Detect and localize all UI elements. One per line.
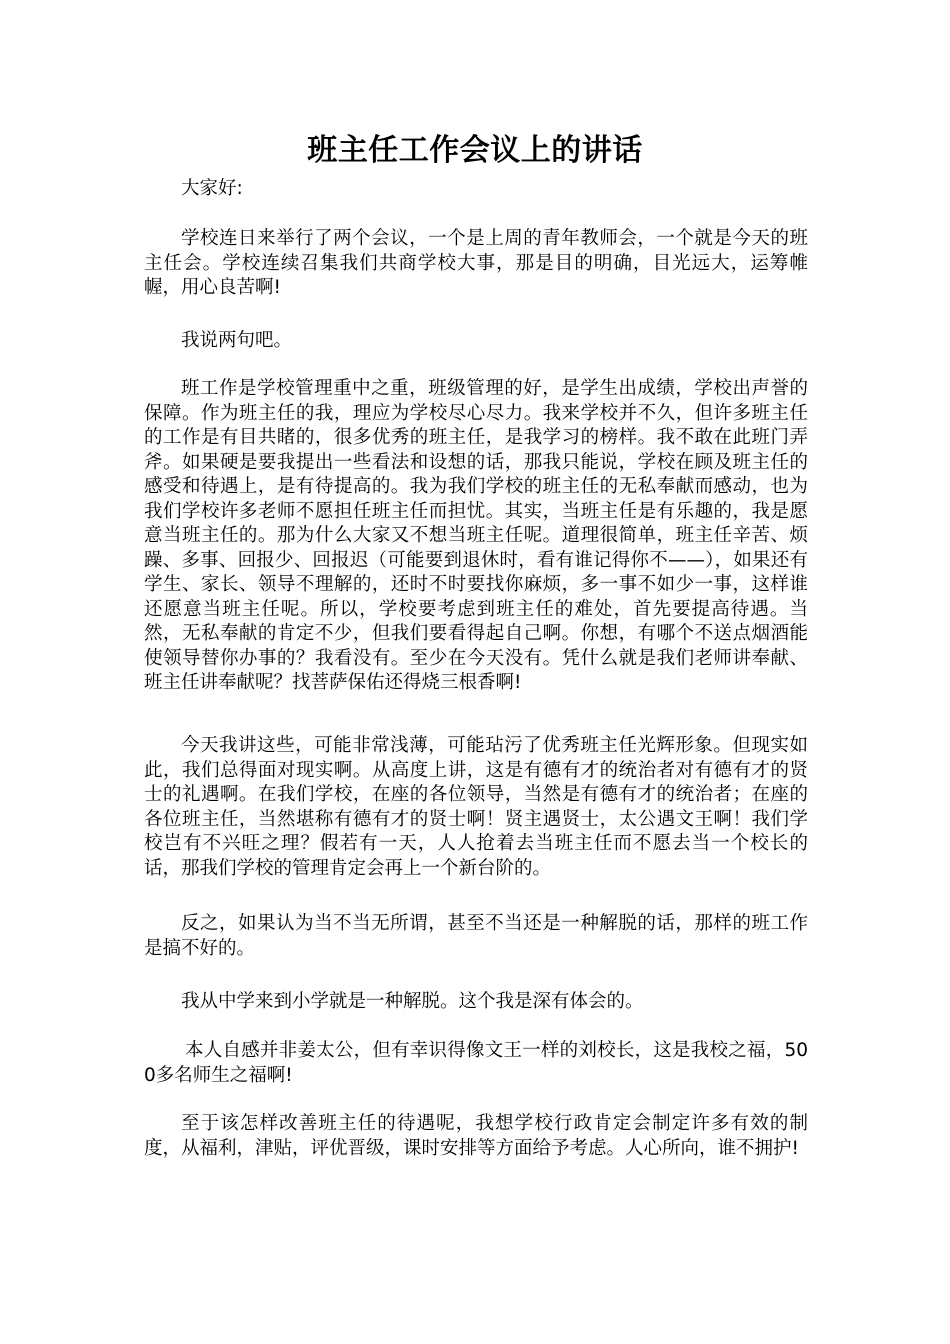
paragraph-7: 本人自感并非姜太公，但有幸识得像文王一样的刘校长，这是我校之福，500多名师生之福啊! [144,1040,808,1086]
greeting: 大家好: [181,178,243,199]
paragraph-4: 今天我讲这些，可能非常浅薄，可能玷污了优秀班主任光辉形象。但现实如此，我们总得面对现实啊。从高度上讲，这是有德有才的统治者对有德有才的贤士的礼遇啊。在我们学校，在座的各位领导，当然是有德有才的统治者；在座的各位班主任，当然堪称有德有才的贤士啊！贤主遇贤士，太公遇文王啊！我们学校岂有不兴旺之理？假若有一天，人人抢着去当班主任而不愿去当一个校长的话，那我们学校的管理肯定会再上一个新台阶的。 [144,735,808,879]
paragraph-2: 我说两句吧。 [181,330,293,351]
paragraph-3: 班工作是学校管理重中之重，班级管理的好，是学生出成绩，学校出声誉的保障。作为班主任的我，理应为学校尽心尽力。我来学校并不久，但许多班主任的工作是有目共睹的，很多优秀的班主任，是我学习的榜样。我不敢在此班门弄斧。如果硬是要我提出一些看法和设想的话，那我只能说，学校在顾及班主任的感受和待遇上，是有待提高的。我为我们学校的班主任的无私奉献而感动，也为我们学校许多老师不愿担任班主任而担忧。其实，当班主任是有乐趣的，我是愿意当班主任的。那为什么大家又不想当班主任呢。道理很简单，班主任辛苦、烦躁、多事、回报少、回报迟（可能要到退休时，看有谁记得你不——），如果还有学生、家长、领导不理解的，还时不时要找你麻烦，多一事不如少一事，这样谁还愿意当班主任呢。所以，学校要考虑到班主任的难处，首先要提高待遇。当然，无私奉献的肯定不少，但我们要看得起自己啊。你想，有哪个不送点烟酒能使领导替你办事的？我看没有。至少在今天没有。凭什么就是我们老师讲奉献、班主任讲奉献呢？找菩萨保佑还得烧三根香啊! [144,378,808,693]
paragraph-6: 我从中学来到小学就是一种解脱。这个我是深有体会的。 [181,991,644,1012]
paragraph-1: 学校连日来举行了两个会议，一个是上周的青年教师会，一个就是今天的班主任会。学校连续召集我们共商学校大事，那是目的明确，目光远大，运筹帷幄，用心良苦啊! [144,228,808,298]
paragraph-8: 至于该怎样改善班主任的待遇呢，我想学校行政肯定会制定许多有效的制度，从福利，津贴，评优晋级，课时安排等方面给予考虑。人心所向，谁不拥护! [144,1113,808,1159]
paragraph-5: 反之，如果认为当不当无所谓，甚至不当还是一种解脱的话，那样的班工作是搞不好的。 [144,913,808,959]
document-title: 班主任工作会议上的讲话 [307,133,643,168]
